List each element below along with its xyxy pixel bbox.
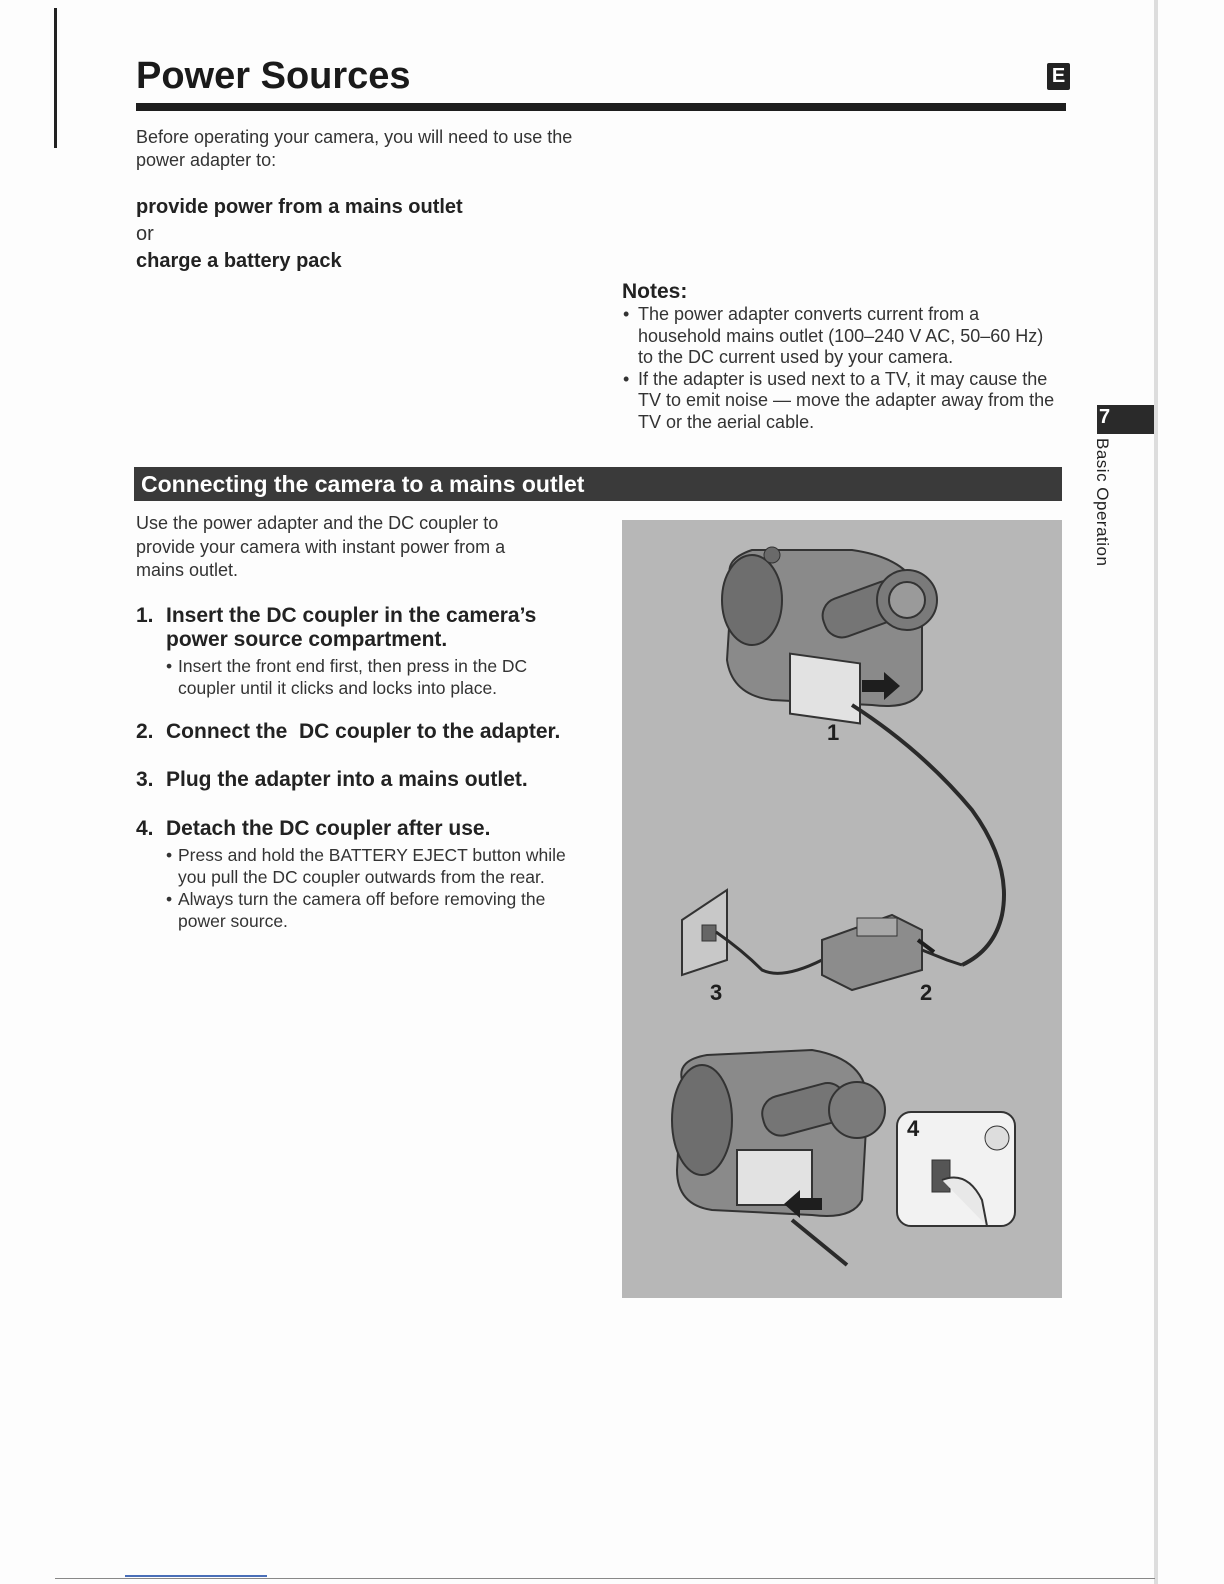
or-text: or [136, 223, 154, 245]
section-title: Connecting the camera to a mains outlet [141, 471, 585, 497]
step-4 [136, 817, 596, 841]
step-2 [136, 720, 596, 744]
callout-1: 1 [827, 720, 840, 745]
camera-bottom-drawing [672, 1050, 1015, 1265]
scan-edge-left [54, 8, 57, 148]
note-item: • If the adapter is used next to a TV, it may cause the TV to emit noise — move the adapter away from the TV or the aerial cable. [622, 369, 1057, 434]
step-number: 2. [136, 720, 154, 743]
scan-edge-right [1154, 0, 1158, 1584]
notes-title: Notes: [622, 280, 688, 303]
step-4-bullets [166, 845, 586, 933]
step-bullet: • Insert the front end first, then press in the DC coupler until it clicks and locks into place. [166, 656, 586, 699]
step-bullet: • Always turn the camera off before removing the power source. [166, 889, 586, 932]
note-item: • The power adapter converts current from a household mains outlet (100–240 V AC, 50–60 Hz) to the DC current used by your camera. [622, 304, 1057, 369]
notes-list [622, 304, 1057, 433]
scan-edge-bottom [55, 1578, 1155, 1579]
step-1-bullets [166, 656, 586, 700]
title-rule [136, 103, 1066, 111]
step-bullet: • Press and hold the BATTERY EJECT button while you pull the DC coupler outwards from the rear. [166, 845, 586, 888]
step-number: 3. [136, 768, 154, 791]
step-number: 1. [136, 604, 154, 627]
requirement-mains: provide power from a mains outlet [136, 196, 463, 218]
camera-illustration [622, 520, 1062, 1298]
section-intro: Use the power adapter and the DC coupler to provide your camera with instant power from a mains outlet. [136, 513, 506, 580]
step-title: Connect the DC coupler to the adapter. [166, 720, 561, 743]
step-title: Insert the DC coupler in the camera’s power source compartment. [166, 604, 537, 651]
callout-2: 2 [920, 980, 933, 1005]
intro-text: Before operating your camera, you will need to use the power adapter to: [136, 127, 573, 170]
chapter-number: 7 [1099, 406, 1111, 428]
scan-mark-bottom [125, 1575, 267, 1577]
outlet-and-adapter [682, 890, 962, 990]
step-title: Detach the DC coupler after use. [166, 817, 491, 840]
step-number: 4. [136, 817, 154, 840]
language-badge: E [1047, 63, 1070, 90]
chapter-label: Basic Operation [1093, 438, 1112, 567]
page-title: Power Sources [136, 55, 411, 97]
step-title: Plug the adapter into a mains outlet. [166, 768, 528, 791]
requirement-battery: charge a battery pack [136, 250, 342, 272]
camera-top-drawing [722, 547, 1004, 965]
callout-4: 4 [907, 1116, 920, 1141]
step-1 [136, 604, 566, 652]
step-3 [136, 768, 596, 792]
callout-3: 3 [710, 980, 723, 1005]
